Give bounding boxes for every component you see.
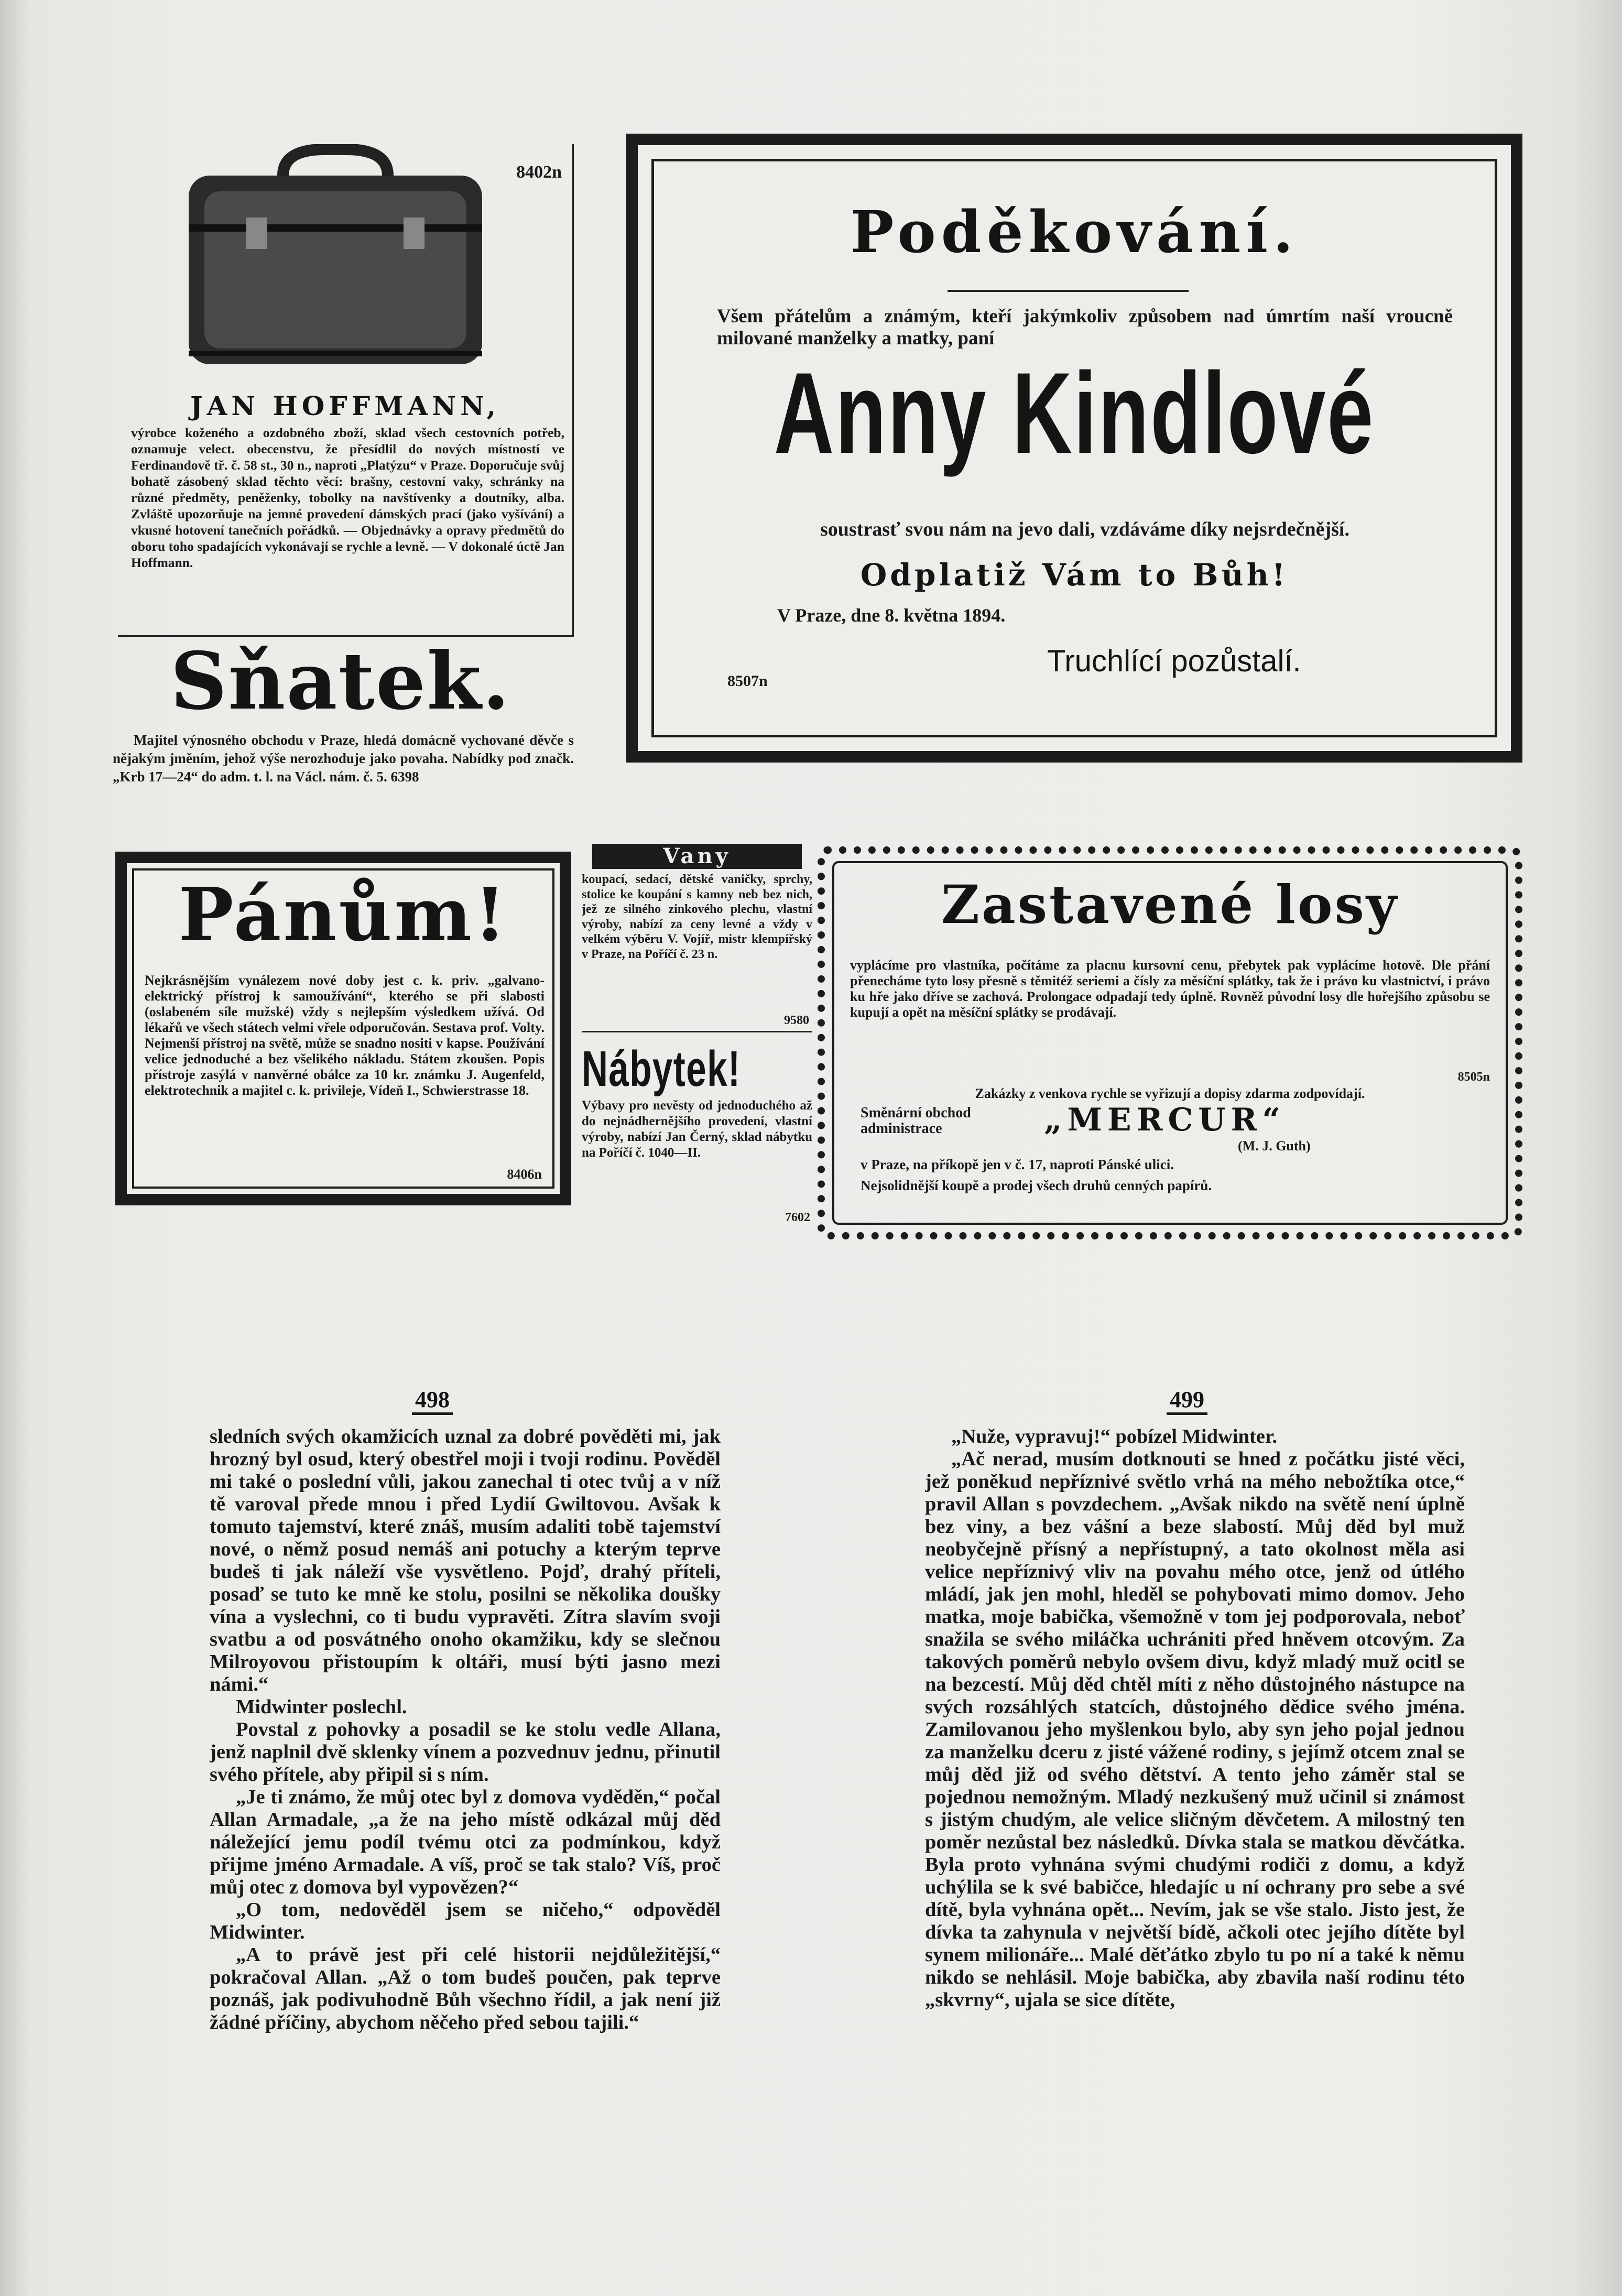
nabytek-ad [582, 1040, 812, 1239]
story-paragraph: „Ač nerad, musím dotknouti se hned z počátku jisté věci, jež poněkud nepříznivé světlo vrhá na mého nebožtíka otce,“ pravil Allan s povzdechem. „Avšak nikdo na světě není úplně bez viny, a bez vášní a beze slabostí. Můj děd byl muž neobyčejně přísný a nepřístupný, a tato okolnost měla asi velice nepříznivý vliv na povahu mého otce, jenž od útlého mládí, jak jen mohl, hleděl se pohybovati mimo domov. Jeho matka, moje babička, všemožně v tom jej podporovala, neboť snažila se svého miláčka uchrániti před hněvem otcovým. Za takových poměrů nebylo ovšem divu, když mladý muž ocitl se na bezcestí. Můj děd chtěl míti z něho důstojného nástupce na svých rozsáhlých statcích, důstojného dědice svého jména. Zamilovanou jeho myšlenkou bylo, aby syn jeho pojal jednou za manželku dceru z jisté vážené rodiny, s jejímž otcem znal se můj děd již od svého dětství. A tento jeho záměr stal se pojednou nemožným. Mladý nezkušený muž učinil si známost s jistým chudým, ale velice sličným děvčetem. A milostný ten poměr nezůstal bez následků. Dívka stala se matkou děvčátka. Byla proto vyhnána svými chudými rodiči z domu, a když uchýlila se k své babičce, hledajíc u ní ochrany pro sebe a své dítě, byla vyhnána opět... Nevím, jak se vše stalo. Jisto jest, že dívka ta zahynula v největší bídě, ačkoli otec jejího dítěte byl synem milionáře... Malé děťátko zbylo tu po ní a také k němu nikdo se nehlásil. Moje babička, aby zbavila naší rodinu této „skvrny“, ujala se sice dítěte, [925, 1448, 1465, 2011]
suitcase-illustration [168, 144, 503, 375]
losy-title: Zastavené losy [941, 874, 1399, 935]
vany-ad [582, 844, 812, 1032]
hoffmann-text: výrobce koženého a ozdobného zboží, sklad všech cestovních potřeb, oznamuje velect. obecenstvu, že přesídlil do nových místností ve Ferdinandově tř. č. 58 st., 30 n., naproti „Platýzu“ v Praze. Doporučuje svůj bohatě zásobený sklad těchto věcí: brašny, cestovní vaky, schránky na různé předměty, peněženky, tobolky na navštívenky a doutníky, alba. Zvláště upozorňuje na jemné provedení dámských prací (jako vyšívání) a vkusné hotovení tanečních pořádků. — Objednávky a opravy předmětů do oboru toho spadajících vykonávají se rychle a levně. — V dokonalé úctě Jan Hoffmann. [131, 425, 564, 570]
panum-ref: 8406n [507, 1167, 542, 1182]
panum-title: Pánům! [178, 872, 508, 958]
notice-signature: Truchlící pozůstalí. [1047, 644, 1301, 678]
notice-body: soustrasť svou nám na jevo dali, vzdáváme díky nejsrdečnější. [820, 518, 1349, 540]
losy-address: v Praze, na příkopě jen v č. 17, naproti Pánské ulici. [861, 1157, 1174, 1172]
losy-firm-pre: Směnární obchod administrace [861, 1105, 971, 1137]
notice-intro: Všem přátelům a známým, kteří jakýmkoliv způsobem nad úmrtím naší vroucně milované manželky a matky, paní [717, 306, 1453, 349]
page-number-left [393, 1386, 472, 1413]
podekovani-notice [626, 134, 1522, 763]
page-number-right [1148, 1386, 1226, 1413]
losy-inner [832, 861, 1508, 1225]
panum-text: Nejkrásnějším vynálezem nové doby jest c. k. priv. „galvano-elektrický přístroj k samoužívání“, kterého se při slabosti (oslabeném síle mužské) vždy s nejlepším výsledkem užívá. Od lékařů ve všech státech velmi vřele odporučován. Sestava prof. Volty. Nejmenší přístroj na světě, může se snadno nositi v kapse. Používání velice jednoduché a bez všelikého nákladu. Státem zkoušen. Popis přístroje zasýlá v nanvěrné obálce za 10 kr. známku J. Augenfeld, elektrotechnik a majitel c. k. privileje, Vídeň I., Schwierstrasse 18. [145, 973, 545, 1098]
panum-inner [132, 868, 554, 1189]
nabytek-ref: 7602 [785, 1211, 810, 1224]
title-ornament [948, 290, 1189, 292]
page-number-left-text: 498 [412, 1387, 453, 1415]
vany-text: koupací, sedací, dětské vaničky, sprchy, stolice ke koupání s kamny neb bez nich, jež ze silného zinkového plechu, vlastní výroby, nabízí za ceny levné a vždy v velkém výběru V. Vojíř, mistr klempířský v Praze, na Poříčí č. 23 n. [582, 873, 812, 961]
losy-firm-owner: (M. J. Guth) [1238, 1138, 1311, 1154]
hoffmann-ad [118, 144, 574, 637]
losy-note: Zakázky z venkova rychle se vyřizují a dopisy zdarma zodpovídají. [975, 1086, 1365, 1101]
nabytek-title: Nábytek! [582, 1041, 741, 1097]
left-column-story [210, 1426, 721, 2170]
losy-text: vyplácíme pro vlastníka, počítáme za placnu kursovní cenu, přebytek pak vyplácíme hotově. Dle přání přenecháme tyto losy přesně s těmitéž seriemi a čísly za měsíční splátky, tak že i právo ku vlastnictví, i právo ku hře jako dříve se zachová. Prolongace odpadají tedy úplně. Rovněž původní losy dle hořejšího způsobu se kupují a opět na měsíční splátky se prodávají. [850, 957, 1490, 1020]
story-paragraph: „O tom, nedověděl jsem se ničeho,“ odpověděl Midwinter. [210, 1899, 721, 1943]
story-paragraph: sledních svých okamžicích uznal za dobré pověděti mi, jak hrozný byl osud, který obestřel moji i tvoji rodinu. Pověděl mi také o poslední vůli, jakou zanechal ti otec tvůj a v níž tě varoval přede mnou i před Lydií Gwiltovou. Avšak k tomuto tajemství, které znáš, musím adaliti tobě tajemství nové, o němž posud nemáš ani potuchy a kterým teprve budeš ti jak náleží vše vysvětleno. Pojď, drahý příteli, posaď se tuto ke mně ke stolu, posilni se několika doušky vína a vyslechni, co ti budu vypravěti. Zítra slavím svoji svatbu a od posvátného onoho okamžiku, kdy se slečnou Milroyovou přistoupím k oltáři, musí býti jasno mezi námi.“ [210, 1426, 721, 1695]
vany-title: Vany [592, 844, 802, 869]
story-paragraph: „Je ti známo, že můj otec byl z domova vyděděn,“ počal Allan Armadale, „a že na jeho místě odkázal můj děd náležející jemu podíl tvému otci za podmínkou, když přijme jméno Armadale. A víš, proč se tak stalo? Víš, proč můj otec z domova byl vypovězen?“ [210, 1786, 721, 1898]
ad-ref-number: 8402n [516, 162, 562, 182]
losy-firm: „MERCUR“ [1044, 1102, 1286, 1138]
snatek-title: Sňatek. [170, 642, 511, 727]
losy-ad [818, 846, 1522, 1239]
snatek-text: Majitel výnosného obchodu v Praze, hledá domácně vychované děvče s nějakým jměním, jehož výše nerozhoduje jako povaha. Nabídky pod značk. „Krb 17—24“ do adm. t. l. na Václ. nám. č. 5. 6398 [113, 732, 574, 785]
story-paragraph: Midwinter poslechl. [236, 1696, 407, 1718]
notice-inner-frame [651, 159, 1497, 737]
panum-ad [115, 852, 571, 1205]
snatek-ad [113, 642, 574, 839]
page-number-right-text: 499 [1167, 1387, 1207, 1415]
right-column-story [925, 1426, 1465, 2159]
story-paragraph: „Nuže, vypravuj!“ pobízel Midwinter. [951, 1426, 1278, 1448]
story-paragraph: Povstal z pohovky a posadil se ke stolu vedle Allana, jenž naplnil dvě sklenky vínem a pozvednuv jednu, přinutil svého přítele, aby připil si s ním. [210, 1718, 721, 1786]
notice-ref: 8507n [727, 672, 768, 690]
hoffmann-name: JAN HOFFMANN, [190, 390, 500, 421]
notice-date: V Praze, dne 8. května 1894. [777, 605, 1006, 626]
notice-title: Poděkování. [850, 198, 1299, 266]
losy-footer: Nejsolidnější koupě a prodej všech druhů cenných papírů. [861, 1178, 1212, 1193]
losy-ref: 8505n [1457, 1070, 1490, 1084]
notice-blessing: Odplatiž Vám to Bůh! [860, 557, 1289, 593]
vany-ref: 9580 [784, 1014, 809, 1027]
nabytek-text: Výbavy pro nevěsty od jednoduchého až do nejnádhernějšího provedení, vlastní výroby, nabízí Jan Černý, sklad nábytku na Poříčí č. 1040—II. [582, 1098, 812, 1160]
deceased-name: Anny Kindlové [774, 349, 1375, 477]
story-paragraph: „A to právě jest při celé historii nejdůležitější,“ pokračoval Allan. „Až o tom budeš poučen, pak teprve poznáš, jak podivuhodně Bůh všechno řídil, a jak není již žádné příčiny, abychom něčeho před sebou tajili.“ [210, 1944, 721, 2033]
